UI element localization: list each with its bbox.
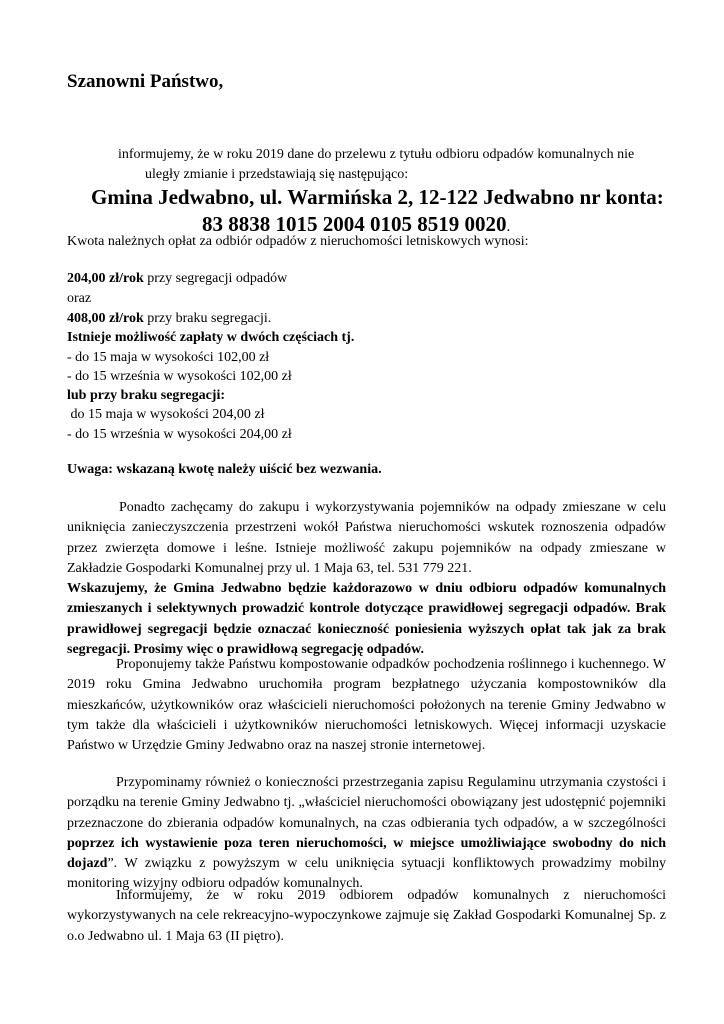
account-trailing-dot: . — [506, 219, 511, 235]
installment-segregated-1: - do 15 maja w wysokości 102,00 zł — [67, 350, 270, 365]
installments-heading: Istnieje możliwość zapłaty w dwóch częściach tj. — [67, 330, 355, 345]
account-number: 83 8838 1015 2004 0105 8519 0020 — [202, 212, 507, 236]
intro-line-2: uległy zmianie i przedstawiają się następująco: — [145, 167, 409, 182]
municipality-address: Gmina Jedwabno, ul. Warmińska 2, 12-122 Jedwabno nr konta: — [91, 185, 664, 209]
installment-segregated-2: - do 15 września w wysokości 102,00 zł — [67, 369, 292, 384]
paragraph-composting: Proponujemy także Państwu kompostowanie odpadków pochodzenia roślinnego i kuchennego. W 2019 roku Gmina Jedwabno uruchomiła program bezpłatnego użyczania kompostowników dla mieszkańców, użytkowników oraz właścicieli nieruchomości położonych na terenie Gminy Jedwabno w tym także dla właścicieli i użytkowników nieruchomości letniskowych. Więcej informacji uzyskacie Państwo w Urzędzie Gminy Jedwabno oraz na naszej stronie internetowej. — [67, 657, 666, 754]
fee-unsegregated-text: przy braku segregacji. — [143, 311, 272, 326]
paragraph-regulation — [67, 773, 666, 895]
salutation: Szanowni Państwo, — [67, 71, 224, 92]
installment-unsegregated-2: - do 15 września w wysokości 204,00 zł — [67, 427, 292, 442]
installment-unsegregated-1: do 15 maja w wysokości 204,00 zł — [67, 407, 265, 422]
payment-notice: Uwaga: wskazaną kwotę należy uiścić bez wezwania. — [67, 462, 382, 477]
paragraph-containers: Ponadto zachęcamy do zakupu i wykorzystywania pojemników na odpady zmieszane w celu uniknięcia zanieczyszczenia przestrzeni wokół Państwa nieruchomości wskutek roznoszenia odpadów przez zwierzęta domowe i leśne. Istnieje możliwość zakupu pojemników na odpady zmieszane w Zakładzie Gospodarki Komunalnej przy ul. 1 Maja 63, tel. 531 779 221. — [67, 500, 666, 576]
intro-line-1: informujemy, że w roku 2019 dane do przelewu z tytułu odbioru odpadów komunalnych nie — [118, 147, 635, 162]
paragraph-inspection: Wskazujemy, że Gmina Jedwabno będzie każdorazowo w dniu odbioru odpadów komunalnych zmieszanych i selektywnych prowadzić kontrole dotyczące prawidłowej segregacji odpadów. Brak prawidłowej segregacji będzie oznaczać konieczność poniesienia wyższych opłat tak jak za brak segregacji. Prosimy więc o prawidłową segregację odpadów. — [67, 581, 666, 657]
regulation-text-start: Przypominamy również o konieczności przestrzegania zapisu Regulaminu utrzymania czystości i porządku na terenie Gminy Jedwabno tj. „właściciel nieruchomości obowiązany jest udostępnić pojemniki przeznaczone do zbierania odpadów komunalnych, na czas odbierania tych odpadów, a w szczególności — [67, 775, 666, 831]
paragraph-operator: Informujemy, że w roku 2019 odbiorem odpadów komunalnych z nieruchomości wykorzystywanych na cele rekreacyjno-wypoczynkowe zajmuje się Zakład Gospodarki Komunalnej Sp. z o.o Jedwabno ul. 1 Maja 63 (II piętro). — [67, 888, 666, 944]
fee-segregated — [67, 269, 287, 289]
fee-or: oraz — [67, 291, 92, 306]
fee-segregated-amount: 204,00 zł/rok — [67, 271, 144, 286]
fee-segregated-text: przy segregacji odpadów — [143, 271, 288, 286]
fee-unsegregated — [67, 309, 271, 329]
fees-heading: Kwota należnych opłat za odbiór odpadów z nieruchomości letniskowych wynosi: — [67, 234, 529, 249]
regulation-text-end: ”. W związku z powyższym w celu uniknięcia sytuacji konfliktowych prowadzimy mobilny monitoring wizyjny odbioru odpadów komunalnych. — [67, 856, 666, 892]
unsegregated-heading: lub przy braku segregacji: — [67, 388, 226, 403]
regulation-quote-bold: poprzez ich wystawienie poza teren nieruchomości, w miejsce umożliwiające swobodny do nich dojazd — [67, 835, 666, 872]
fee-unsegregated-amount: 408,00 zł/rok — [67, 311, 144, 326]
